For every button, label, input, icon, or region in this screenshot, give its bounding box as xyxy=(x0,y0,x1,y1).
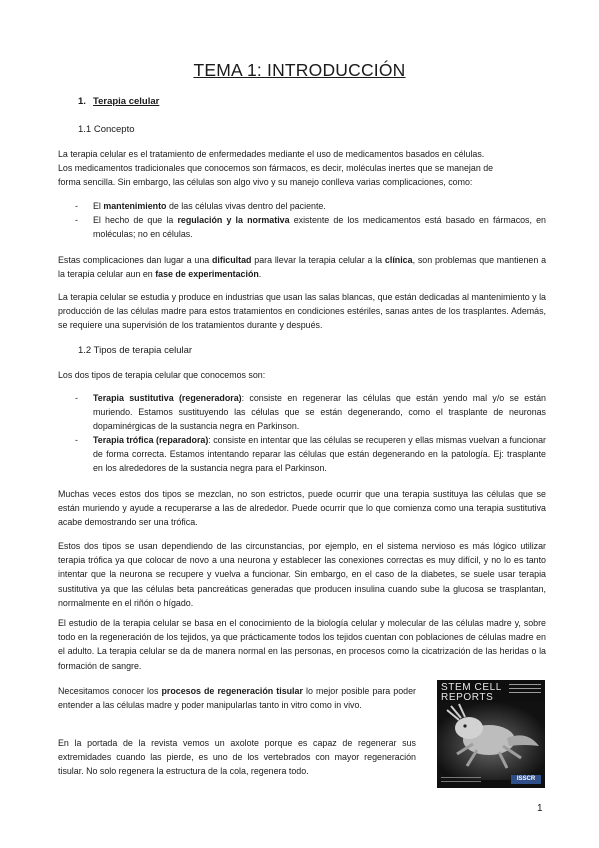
bullet-bold-text: Terapia trófica (reparadora) xyxy=(93,435,209,445)
section-number: 1. xyxy=(78,96,86,107)
bullet-bold-text: mantenimiento xyxy=(103,201,167,211)
bullet-text: : consiste en regenerar las células que están yendo mal y/o se están muriendo. Estamos sustituyendo las células que se están degenerando, como el trasplante de neuronas dopaminérgicas de la sustancia negra en Parkinson. xyxy=(93,393,546,432)
bullet-item: - El mantenimiento de las células vivas dentro del paciente. xyxy=(75,201,326,211)
bullet-text: El xyxy=(93,201,104,211)
subsection-heading-concepto: 1.1 Concepto xyxy=(78,124,135,135)
text-run: Estas complicaciones dan lugar a una xyxy=(58,255,212,265)
text-run: lo mejor posible para poder entender a las células madre y poder manipularlas tanto in vitro como in vivo. xyxy=(58,686,416,711)
journal-cover-image xyxy=(437,680,545,788)
bold-run: procesos de regeneración tisular xyxy=(161,686,303,696)
paragraph-intro xyxy=(58,147,546,190)
text-run: para llevar la terapia celular a la xyxy=(251,255,385,265)
bullet-bold-text: Terapia sustitutiva (regeneradora) xyxy=(93,393,242,403)
paragraph-axolotl: En la portada de la revista vemos un axolote porque es capaz de regenerar sus extremidades cuando las pierde, es uno de los vertebrados con mayor regeneración tisular. No solo regenera la estructura de la cola, regenera todo. xyxy=(58,738,416,777)
paragraph-circumstances: Estos dos tipos se usan dependiendo de las circunstancias, por ejemplo, en el sistema nervioso es más lógico utilizar terapia trófica ya que colocar de novo a una neurona y establecer las conexiones correctas es muy difícil, y no lo es tanto intentar que la neurona se recupere y vuelva a funcionar. Sin embargo, en el caso de la diabetes, se suele usar terapia sustitutiva ya que las células beta pancreáticas generadas que producen insulina cuando sube la glucosa se trasplantan, normalmente en el riñón o hígado. xyxy=(58,541,546,608)
text-run: Necesitamos conocer los xyxy=(58,686,162,696)
paragraph-regeneration xyxy=(58,684,416,712)
subsection-heading-tipos: 1.2 Tipos de terapia celular xyxy=(78,345,193,356)
bullet-item: - Terapia sustitutiva (regeneradora): consiste en regenerar las células que están yendo mal y/o se están muriendo. Estamos sustituyendo las células que se están degenerando, como el trasplante de neuronas dopaminérgicas de la sustancia negra en Parkinson. xyxy=(75,393,546,432)
bold-run: clínica xyxy=(384,255,413,265)
paragraph-industries: La terapia celular se estudia y produce en industrias que usan las salas blancas, que están dedicadas al mantenimiento y la producción de las células madre para estos tratamientos en condiciones estériles, sanas antes de los trasplantes. Además, se requiere una supervisión de los tratamientos durante y después. xyxy=(58,292,546,331)
cover-text-lines xyxy=(509,684,541,696)
paragraph-study: El estudio de la terapia celular se basa en el conocimiento de la biología celular y molecular de las células madre y, sobre todo en la regeneración de los tejidos, ya que prácticamente todos los tejidos cuentan con poblaciones de células madre en el adulto. La terapia celular se da de manera normal en las personas, en procesos como la cicatrización de las heridas o la formación de sangre. xyxy=(58,618,546,671)
section-label: Terapia celular xyxy=(93,96,160,107)
cover-title xyxy=(441,683,502,703)
publisher-logo: ISSCR xyxy=(511,775,541,784)
bullet-item: - Terapia trófica (reparadora): consiste en intentar que las células se recuperen y ellas mismas vuelvan a funcionar de forma correcta. Estamos intentando reparar las células que están degenerando en la patología. Ej: trasplante en los alrededores de la sustancia negra para el Parkinson. xyxy=(75,435,546,474)
paragraph-complications xyxy=(58,253,546,281)
bold-run: dificultad xyxy=(212,255,252,265)
bullet-text: : consiste en intentar que las células se recuperen y ellas mismas vuelvan a funcionar de forma correcta. Estamos intentando reparar las células que están degenerando en la patología. Ej: trasplante en los alrededores de la sustancia negra para el Parkinson. xyxy=(93,435,546,474)
paragraph-line: forma sencilla. Sin embargo, las células son algo vivo y su manejo conlleva varias complicaciones, como: xyxy=(58,177,473,188)
paragraph-line: La terapia celular es el tratamiento de enfermedades mediante el uso de medicamentos basados en células. xyxy=(58,149,485,159)
text-run: , son problemas que mantienen a la terapia celular aun en xyxy=(58,255,546,280)
page-number: 1 xyxy=(537,803,543,814)
cover-title-line: STEM CELL xyxy=(441,682,502,693)
paragraph-types-intro: Los dos tipos de terapia celular que conocemos son: xyxy=(58,370,266,380)
cover-title-line: REPORTS xyxy=(441,692,494,703)
bullet-text: El hecho de que la xyxy=(93,215,178,225)
paragraph-mixed: Muchas veces estos dos tipos se mezclan, no son estrictos, puede ocurrir que una terapia sustituya las células que se están muriendo y ayude a recuperarse a las de alrededor. Puede ocurrir que lo que comienza como una terapia sustitutiva acabe demostrando ser una trófica. xyxy=(58,489,546,528)
cover-footer-lines xyxy=(441,777,481,785)
section-heading xyxy=(78,96,159,107)
bullet-item: - El hecho de que la regulación y la normativa existente de los medicamentos está basado en fármacos, en moléculas; no en células. xyxy=(75,215,546,240)
bold-run: fase de experimentación xyxy=(155,269,259,280)
page-title: TEMA 1: INTRODUCCIÓN xyxy=(193,60,406,80)
paragraph-line: Los medicamentos tradicionales que conocemos son fármacos, es decir, moléculas inertes que se manejan de xyxy=(58,163,494,174)
bullet-text: existente de los medicamentos está basado en fármacos, en moléculas; no en células. xyxy=(93,215,546,240)
text-run: . xyxy=(258,269,262,280)
bullet-text: de las células vivas dentro del paciente. xyxy=(166,201,326,211)
bullet-bold-text: regulación y la normativa xyxy=(177,215,290,225)
